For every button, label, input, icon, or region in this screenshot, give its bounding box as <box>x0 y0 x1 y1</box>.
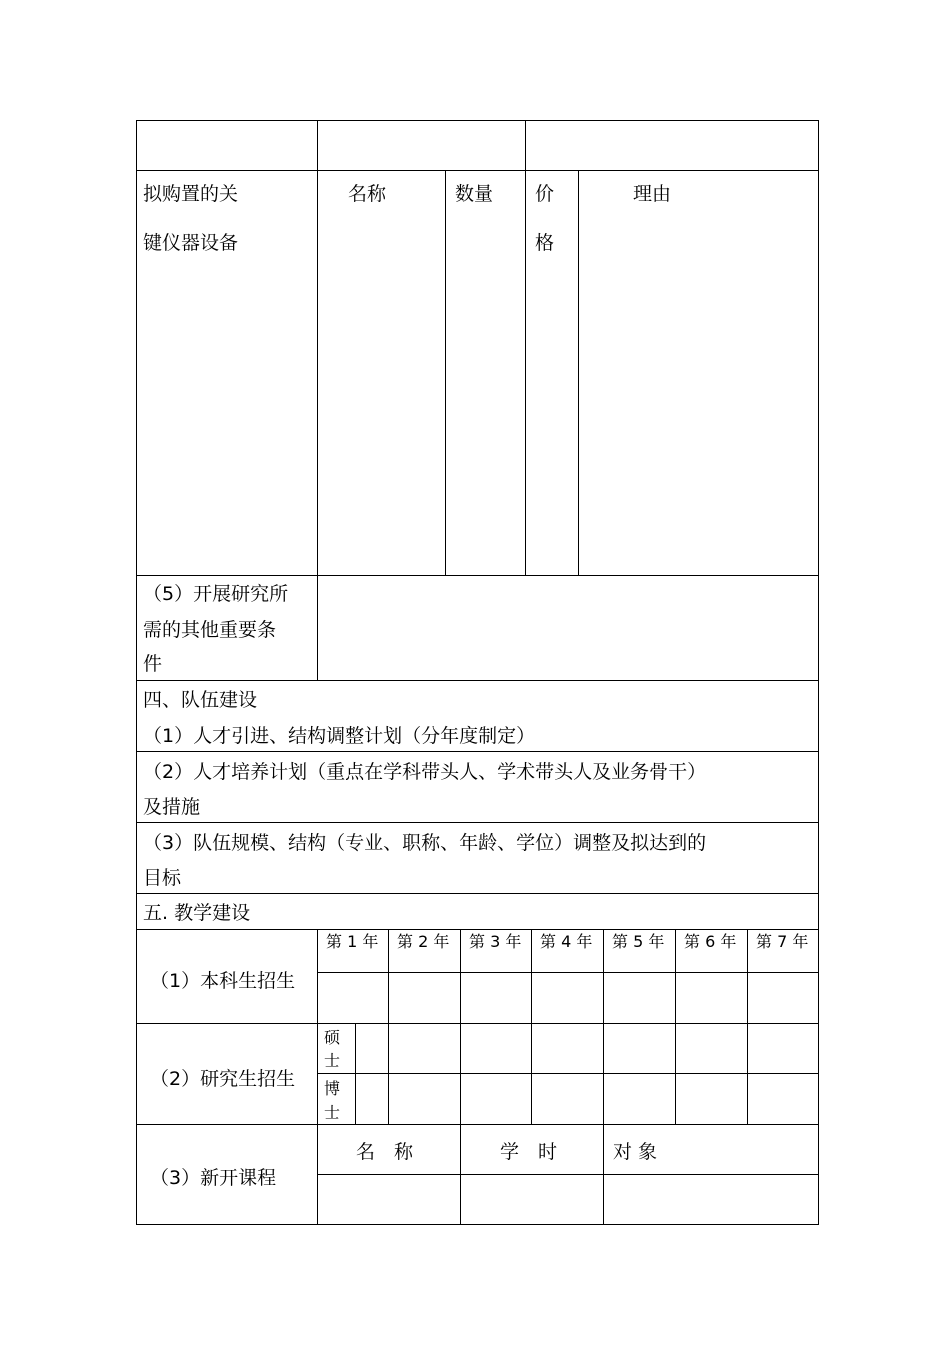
year-header: 第 7 年 <box>756 932 809 951</box>
table-border-top <box>136 120 819 121</box>
col-divider <box>603 929 604 1225</box>
doctor-label: 士 <box>324 1103 341 1122</box>
master-label: 硕 <box>324 1028 341 1047</box>
row-divider <box>317 1174 819 1175</box>
row-divider <box>136 751 819 752</box>
column-header-price: 价 <box>535 183 555 205</box>
row-divider <box>136 575 819 576</box>
row-divider <box>317 972 819 973</box>
course-column-name: 名 称 <box>356 1141 414 1163</box>
row-divider <box>136 822 819 823</box>
col-divider <box>317 929 318 1225</box>
year-header: 第 1 年 <box>326 932 379 951</box>
table-border-right <box>818 120 819 1225</box>
undergrad-enrollment-label: （1）本科生招生 <box>150 970 296 992</box>
row-divider <box>136 1124 819 1125</box>
col-divider <box>460 929 461 1225</box>
year-header: 第 4 年 <box>540 932 593 951</box>
other-conditions-label: 需的其他重要条 <box>143 619 277 641</box>
row-divider <box>136 1023 819 1024</box>
row-divider <box>136 893 819 894</box>
col-divider <box>388 929 389 1125</box>
equipment-row-label: 拟购置的关 <box>143 183 239 205</box>
other-conditions-label: 件 <box>143 653 163 675</box>
row-divider <box>136 929 819 930</box>
column-header-reason: 理由 <box>633 183 672 205</box>
other-conditions-label: （5）开展研究所 <box>143 583 289 605</box>
column-header-quantity: 数量 <box>455 183 494 205</box>
year-header: 第 6 年 <box>684 932 737 951</box>
grad-enrollment-label: （2）研究生招生 <box>150 1068 296 1090</box>
col-divider <box>445 170 446 576</box>
section-heading-team: 四、队伍建设 <box>143 689 258 711</box>
col-divider <box>531 929 532 1125</box>
table-border-left <box>136 120 137 1225</box>
team-item-talent-training: 及措施 <box>143 796 201 818</box>
column-header-name: 名称 <box>348 183 387 205</box>
col-divider <box>525 120 526 576</box>
row-divider <box>136 680 819 681</box>
course-column-audience: 对 象 <box>613 1141 658 1163</box>
year-header: 第 2 年 <box>397 932 450 951</box>
master-label: 士 <box>324 1051 341 1070</box>
col-divider <box>317 120 318 681</box>
column-header-price: 格 <box>535 232 555 254</box>
team-item-team-structure: 目标 <box>143 867 182 889</box>
doctor-label: 博 <box>324 1079 341 1098</box>
new-courses-label: （3）新开课程 <box>150 1167 277 1189</box>
team-item-talent-intro: （1）人才引进、结构调整计划（分年度制定） <box>143 725 536 747</box>
col-divider <box>355 1023 356 1125</box>
year-header: 第 3 年 <box>469 932 522 951</box>
team-item-team-structure: （3）队伍规模、结构（专业、职称、年龄、学位）调整及拟达到的 <box>143 832 707 854</box>
col-divider <box>747 929 748 1125</box>
row-divider <box>136 170 819 171</box>
row-divider <box>317 1073 819 1074</box>
year-header: 第 5 年 <box>612 932 665 951</box>
table-border-bottom <box>136 1224 819 1225</box>
col-divider <box>675 929 676 1125</box>
equipment-row-label: 键仪器设备 <box>143 232 239 254</box>
team-item-talent-training: （2）人才培养计划（重点在学科带头人、学术带头人及业务骨干） <box>143 761 707 783</box>
course-column-hours: 学 时 <box>500 1141 558 1163</box>
col-divider <box>578 170 579 576</box>
section-heading-teaching: 五. 教学建设 <box>143 902 251 924</box>
